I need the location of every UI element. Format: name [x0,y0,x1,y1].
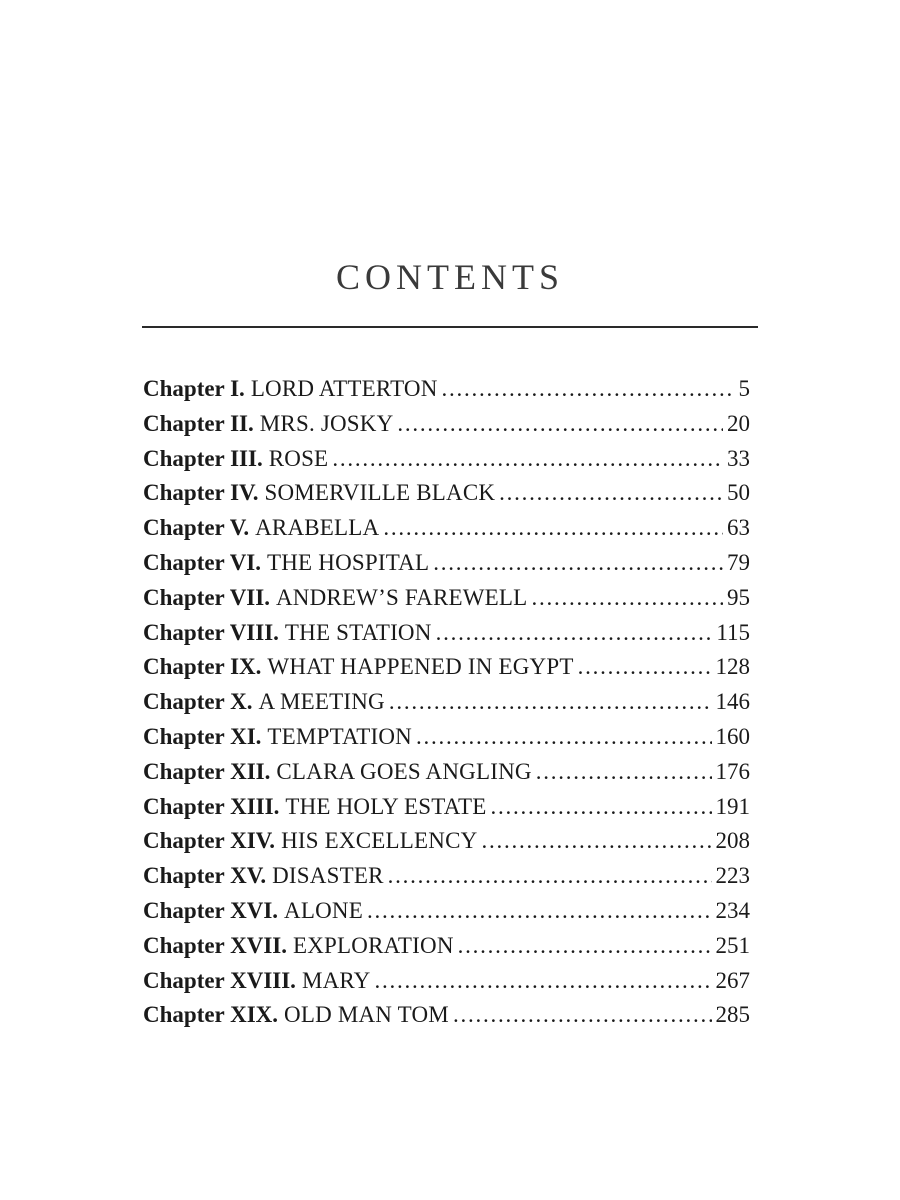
dot-leader [388,859,712,894]
chapter-title: OLD MAN TOM [284,1002,449,1028]
dot-leader [453,998,712,1033]
chapter-title: A MEETING [258,689,385,715]
heading-rule [142,326,758,328]
dot-leader [416,720,712,755]
chapter-label: Chapter XVII. [143,932,287,958]
page-number: 176 [715,758,750,784]
chapter-label: Chapter XIII. [143,793,280,819]
dot-leader [397,407,723,442]
chapter-title: MRS. JOSKY [259,410,394,436]
page-number: 115 [716,619,750,645]
toc-entry[interactable] [143,372,750,407]
chapter-label: Chapter V. [143,515,250,541]
chapter-title: DISASTER [272,863,384,889]
dot-leader [536,755,712,790]
chapter-title: MARY [301,967,371,993]
page-number: 20 [727,410,750,436]
dot-leader [458,929,712,964]
table-of-contents [143,372,750,1033]
chapter-title: ARABELLA [255,515,380,541]
chapter-title: THE HOLY ESTATE [285,793,487,819]
page-number: 63 [727,515,750,541]
toc-entry[interactable] [143,616,750,651]
chapter-label: Chapter VII. [143,584,270,610]
page-number: 234 [715,897,750,923]
dot-leader [442,372,735,407]
toc-entry[interactable] [143,929,750,964]
toc-entry[interactable] [143,511,750,546]
chapter-label: Chapter XV. [143,863,267,889]
chapter-label: Chapter XVI. [143,897,279,923]
chapter-title: CLARA GOES ANGLING [276,758,532,784]
page-number: 33 [727,445,750,471]
dot-leader [436,616,713,651]
page-number: 50 [727,480,750,506]
dot-leader [383,511,723,546]
chapter-title: ANDREW’S FAREWELL [275,584,528,610]
chapter-label: Chapter VIII. [143,619,279,645]
dot-leader [389,685,712,720]
chapter-label: Chapter I. [143,376,245,401]
toc-entry[interactable] [143,790,750,825]
dot-leader [332,442,723,477]
page-number: 5 [738,376,750,401]
toc-entry[interactable] [143,476,750,511]
chapter-title: TEMPTATION [267,723,412,749]
page-number: 208 [715,828,750,854]
chapter-label: Chapter XI. [143,723,262,749]
page-number: 251 [715,932,750,958]
dot-leader [433,546,723,581]
toc-entry[interactable] [143,964,750,999]
toc-entry[interactable] [143,685,750,720]
toc-entry[interactable] [143,859,750,894]
chapter-label: Chapter XIV. [143,828,276,854]
contents-heading: CONTENTS [336,257,564,297]
chapter-title: THE STATION [284,619,432,645]
chapter-label: Chapter XVIII. [143,967,296,993]
chapter-label: Chapter IX. [143,654,262,680]
dot-leader [367,894,712,929]
page-number: 95 [727,584,750,610]
page-number: 128 [715,654,750,680]
toc-entry[interactable] [143,650,750,685]
chapter-label: Chapter XIX. [143,1002,279,1028]
page-number: 160 [715,723,750,749]
chapter-title: THE HOSPITAL [267,549,430,575]
page-number: 79 [727,549,750,575]
toc-entry[interactable] [143,581,750,616]
toc-entry[interactable] [143,546,750,581]
chapter-title: LORD ATTERTON [250,376,438,401]
toc-entry[interactable] [143,824,750,859]
chapter-title: ROSE [268,445,329,471]
dot-leader [499,476,723,511]
chapter-title: WHAT HAPPENED IN EGYPT [267,654,574,680]
toc-entry[interactable] [143,720,750,755]
chapter-title: EXPLORATION [292,932,454,958]
chapter-label: Chapter VI. [143,549,261,575]
chapter-label: Chapter XII. [143,758,271,784]
toc-entry[interactable] [143,755,750,790]
dot-leader [531,581,723,616]
page-number: 146 [715,689,750,715]
chapter-title: SOMERVILLE BLACK [264,480,496,506]
toc-entry[interactable] [143,442,750,477]
dot-leader [481,824,711,859]
chapter-label: Chapter III. [143,445,263,471]
page-number: 267 [715,967,750,993]
page-number: 223 [715,863,750,889]
chapter-label: Chapter IV. [143,480,259,506]
chapter-title: HIS EXCELLENCY [281,828,478,854]
dot-leader [578,650,712,685]
chapter-label: Chapter X. [143,689,253,715]
chapter-title: ALONE [284,897,363,923]
toc-entry[interactable] [143,998,750,1033]
toc-entry[interactable] [143,407,750,442]
dot-leader [374,964,711,999]
toc-entry[interactable] [143,894,750,929]
page-number: 285 [715,1002,750,1028]
dot-leader [490,790,711,825]
chapter-label: Chapter II. [143,410,254,436]
page-number: 191 [715,793,750,819]
